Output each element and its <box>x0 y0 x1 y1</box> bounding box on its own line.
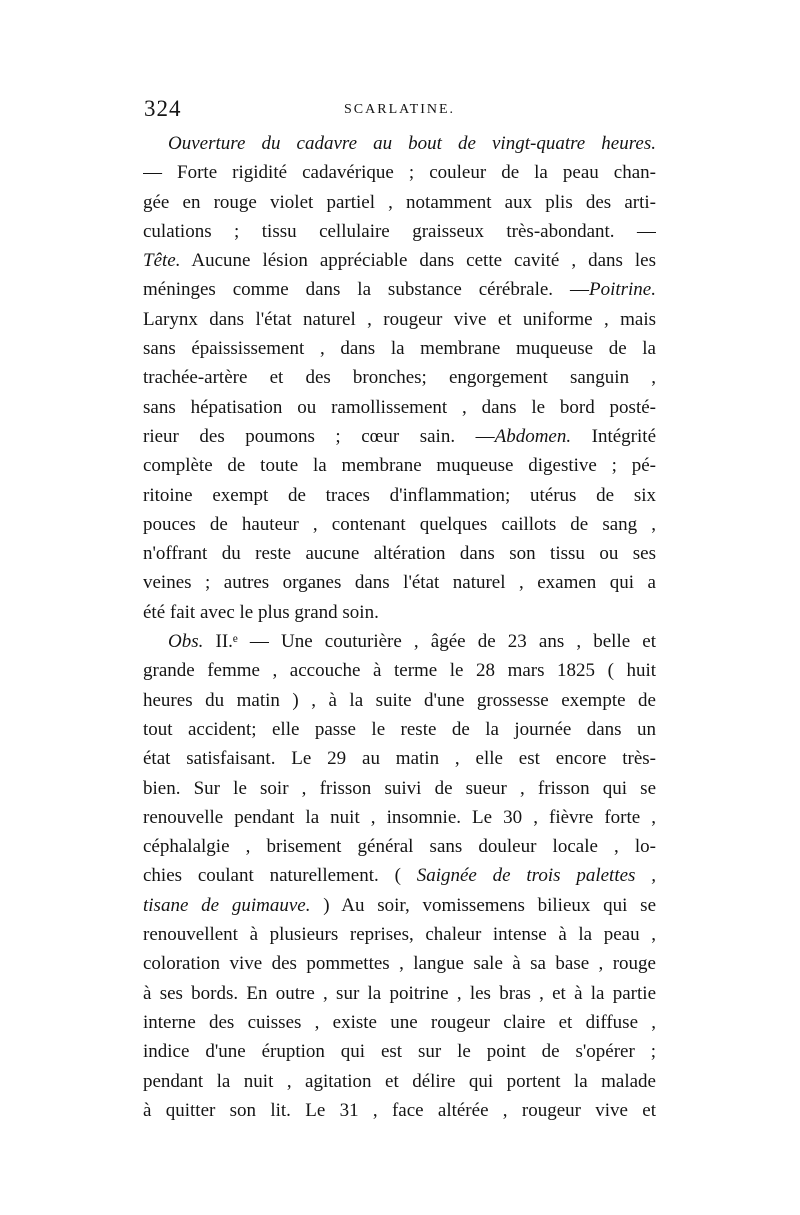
text-line <box>143 861 656 890</box>
text-segment: renouvellent à plusieurs reprises, chaleur intense à la peau , <box>143 924 656 946</box>
text-segment: méninges comme dans la substance cérébrale. — <box>143 279 589 301</box>
text-segment: à quitter son lit. Le 31 , face altérée , rougeur vive et <box>143 1099 656 1121</box>
italic-text-segment: Abdomen. <box>494 425 572 447</box>
text-segment: heures du matin ) , à la suite d'une grossesse exempte de <box>143 689 656 711</box>
text-line <box>143 598 656 627</box>
text-segment: pouces de hauteur , contenant quelques caillots de sang , <box>143 513 656 535</box>
text-segment: renouvelle pendant la nuit , insomnie. Le 30 , fièvre forte , <box>143 806 656 828</box>
text-line <box>143 832 656 861</box>
text-segment: ritoine exempt de traces d'inflammation; utérus de six <box>143 484 656 506</box>
text-line <box>143 246 656 275</box>
text-line <box>143 744 656 773</box>
text-line <box>143 275 656 304</box>
body-text <box>143 129 656 1125</box>
text-line <box>143 949 656 978</box>
text-line <box>143 568 656 597</box>
text-segment: coloration vive des pommettes , langue sale à sa base , rouge <box>143 953 656 975</box>
text-line <box>143 1037 656 1066</box>
text-line <box>143 1008 656 1037</box>
text-line <box>143 715 656 744</box>
italic-text-segment: Obs. <box>168 631 204 653</box>
text-line <box>143 1067 656 1096</box>
text-line <box>143 217 656 246</box>
text-segment: complète de toute la membrane muqueuse digestive ; pé- <box>143 455 656 477</box>
running-head: SCARLATINE. <box>344 102 456 117</box>
italic-text-segment: Saignée de trois palettes , <box>416 865 656 887</box>
text-line <box>143 979 656 1008</box>
italic-text-segment: Poitrine. <box>588 279 656 301</box>
text-segment: état satisfaisant. Le 29 au matin , elle est encore très- <box>143 748 656 770</box>
text-segment: Intégrité <box>571 425 656 447</box>
italic-text-segment: Tête. <box>143 250 181 272</box>
text-segment: sans épaississement , dans la membrane muqueuse de la <box>143 338 656 360</box>
text-segment: rieur des poumons ; cœur sain. — <box>143 425 495 447</box>
page-number: 324 <box>144 96 182 121</box>
text-segment: interne des cuisses , existe une rougeur claire et diffuse , <box>143 1011 656 1033</box>
text-segment: chies coulant naturellement. ( <box>143 865 417 887</box>
text-line <box>143 305 656 334</box>
text-line <box>143 422 656 451</box>
text-segment: n'offrant du reste aucune altération dans son tissu ou ses <box>143 543 656 565</box>
text-line <box>143 158 656 187</box>
italic-text-segment: Ouverture du cadavre au bout de vingt-quatre heures. <box>168 133 656 154</box>
text-line <box>143 686 656 715</box>
text-segment: gée en rouge violet partiel , notamment aux plis des arti- <box>143 191 656 213</box>
text-line <box>143 188 656 217</box>
text-line <box>143 1096 656 1125</box>
text-line <box>143 891 656 920</box>
text-segment: trachée-artère et des bronches; engorgement sanguin , <box>143 367 656 389</box>
text-segment: sans hépatisation ou ramollissement , dans le bord posté- <box>143 396 656 418</box>
text-line <box>143 510 656 539</box>
text-segment: Aucune lésion appréciable dans cette cavité , dans les <box>180 250 656 272</box>
text-segment: à ses bords. En outre , sur la poitrine , les bras , et à la partie <box>143 982 656 1004</box>
text-line <box>143 393 656 422</box>
text-segment: grande femme , accouche à terme le 28 mars 1825 ( huit <box>143 660 656 682</box>
text-segment: céphalalgie , brisement général sans douleur locale , lo- <box>143 836 656 858</box>
text-segment: veines ; autres organes dans l'état naturel , examen qui a <box>143 572 656 594</box>
text-segment: bien. Sur le soir , frisson suivi de sueur , frisson qui se <box>143 777 656 799</box>
text-line <box>143 334 656 363</box>
text-segment: indice d'une éruption qui est sur le point de s'opérer ; <box>143 1041 656 1063</box>
text-segment: culations ; tissu cellulaire graisseux très-abondant. — <box>143 220 656 242</box>
text-line <box>143 129 656 158</box>
text-line <box>143 803 656 832</box>
text-line <box>143 920 656 949</box>
text-line <box>143 451 656 480</box>
text-line <box>143 656 656 685</box>
text-line <box>143 539 656 568</box>
text-line <box>143 627 656 656</box>
text-line <box>143 481 656 510</box>
text-segment: II.ᵉ — Une couturière , âgée de 23 ans , belle et <box>203 631 656 653</box>
text-segment: pendant la nuit , agitation et délire qui portent la malade <box>143 1070 656 1092</box>
text-segment: été fait avec le plus grand soin. <box>143 601 379 623</box>
text-segment: Larynx dans l'état naturel , rougeur vive et uniforme , mais <box>143 308 656 330</box>
italic-text-segment: tisane de guimauve. <box>143 894 311 916</box>
text-segment: ) Au soir, vomissemens bilieux qui se <box>310 894 656 916</box>
text-line <box>143 363 656 392</box>
page-header <box>144 96 656 126</box>
text-segment: — Forte rigidité cadavérique ; couleur de la peau chan- <box>143 162 656 184</box>
text-line <box>143 774 656 803</box>
text-segment: tout accident; elle passe le reste de la journée dans un <box>143 718 656 740</box>
